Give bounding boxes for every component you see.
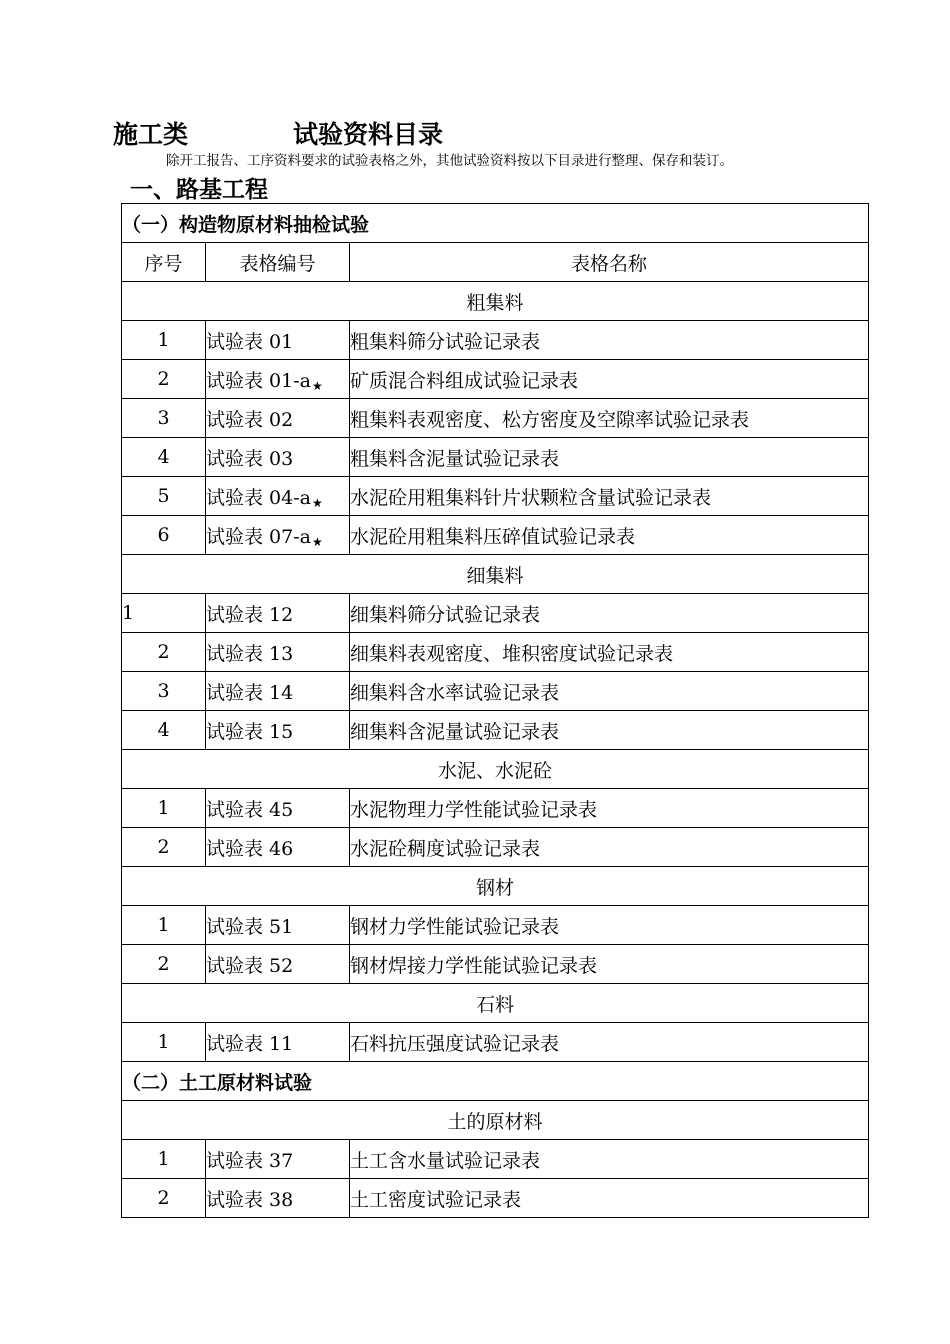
- category-row: [122, 555, 869, 594]
- row-no: 1: [122, 1140, 206, 1179]
- table-row: [122, 438, 869, 477]
- row-no: 2: [122, 1179, 206, 1218]
- row-name: 粗集料筛分试验记录表: [350, 321, 869, 360]
- section-heading: 一、路基工程: [130, 177, 268, 203]
- category-label: 细集料: [122, 555, 869, 594]
- category-row: [122, 282, 869, 321]
- row-code: 试验表 45: [206, 789, 350, 828]
- col-header-code: 表格编号: [206, 243, 350, 282]
- row-no: 1: [122, 1023, 206, 1062]
- group-row: [122, 204, 869, 243]
- row-name: 钢材焊接力学性能试验记录表: [350, 945, 869, 984]
- table-row: [122, 1140, 869, 1179]
- row-code: 试验表 51: [206, 906, 350, 945]
- row-no: 1: [122, 789, 206, 828]
- row-name: 细集料含泥量试验记录表: [350, 711, 869, 750]
- table-row: [122, 516, 869, 555]
- category-row: [122, 867, 869, 906]
- row-no: 2: [122, 828, 206, 867]
- category-row: [122, 1101, 869, 1140]
- row-name: 水泥砼用粗集料针片状颗粒含量试验记录表: [350, 477, 869, 516]
- row-no: 2: [122, 633, 206, 672]
- row-code-text: 试验表 03: [206, 447, 294, 470]
- category-label: 粗集料: [122, 282, 869, 321]
- row-code: 试验表 12: [206, 594, 350, 633]
- row-name: 水泥物理力学性能试验记录表: [350, 789, 869, 828]
- table-row: [122, 789, 869, 828]
- row-code-text: 试验表 01: [206, 330, 294, 353]
- col-header-name: 表格名称: [350, 243, 869, 282]
- title-main: 试验资料目录: [293, 120, 444, 149]
- row-name: 细集料含水率试验记录表: [350, 672, 869, 711]
- row-no: 1: [122, 906, 206, 945]
- title-category: 施工类: [113, 120, 189, 149]
- table-row: [122, 828, 869, 867]
- row-code: [206, 399, 350, 438]
- row-code: 试验表 15: [206, 711, 350, 750]
- row-no: 2: [122, 360, 206, 399]
- row-code-text: 试验表 01-a: [206, 369, 311, 392]
- row-code: 试验表 37: [206, 1140, 350, 1179]
- table-row: [122, 906, 869, 945]
- row-name: 水泥砼稠度试验记录表: [350, 828, 869, 867]
- row-code: [206, 516, 350, 555]
- row-code: 试验表 38: [206, 1179, 350, 1218]
- category-row: [122, 984, 869, 1023]
- col-header-no: 序号: [122, 243, 206, 282]
- row-code-text: 试验表 04-a: [206, 486, 311, 509]
- intro-note: 除开工报告、工序资料要求的试验表格之外，其他试验资料按以下目录进行整理、保存和装订。: [166, 153, 733, 169]
- table-row: [122, 399, 869, 438]
- row-name: 土工密度试验记录表: [350, 1179, 869, 1218]
- group-row: [122, 1062, 869, 1101]
- row-name: 细集料表观密度、堆积密度试验记录表: [350, 633, 869, 672]
- test-catalog-table: [121, 203, 869, 1218]
- row-no: 3: [122, 399, 206, 438]
- row-code: 试验表 52: [206, 945, 350, 984]
- row-no: 2: [122, 945, 206, 984]
- category-row: [122, 750, 869, 789]
- table-row: [122, 1023, 869, 1062]
- group-heading: （一）构造物原材料抽检试验: [122, 204, 869, 243]
- star-icon: ★: [311, 378, 323, 393]
- row-no: 3: [122, 672, 206, 711]
- row-code-text: 试验表 07-a: [206, 525, 311, 548]
- row-name: 细集料筛分试验记录表: [350, 594, 869, 633]
- category-label: 石料: [122, 984, 869, 1023]
- row-code: [206, 477, 350, 516]
- row-code: 试验表 14: [206, 672, 350, 711]
- row-name: 土工含水量试验记录表: [350, 1140, 869, 1179]
- category-label: 土的原材料: [122, 1101, 869, 1140]
- row-no: 1: [122, 321, 206, 360]
- category-label: 钢材: [122, 867, 869, 906]
- row-code: 试验表 46: [206, 828, 350, 867]
- row-no: 6: [122, 516, 206, 555]
- row-name: 矿质混合料组成试验记录表: [350, 360, 869, 399]
- table-row: [122, 477, 869, 516]
- row-name: 水泥砼用粗集料压碎值试验记录表: [350, 516, 869, 555]
- row-no: 5: [122, 477, 206, 516]
- star-icon: ★: [311, 495, 323, 510]
- group-heading: （二）土工原材料试验: [122, 1062, 869, 1101]
- row-no: 4: [122, 711, 206, 750]
- row-name: 石料抗压强度试验记录表: [350, 1023, 869, 1062]
- star-icon: ★: [311, 534, 323, 549]
- header-row: [122, 243, 869, 282]
- row-code: [206, 360, 350, 399]
- row-name: 粗集料表观密度、松方密度及空隙率试验记录表: [350, 399, 869, 438]
- row-name: 粗集料含泥量试验记录表: [350, 438, 869, 477]
- table-row: [122, 633, 869, 672]
- category-label: 水泥、水泥砼: [122, 750, 869, 789]
- row-code: 试验表 11: [206, 1023, 350, 1062]
- table-row: [122, 672, 869, 711]
- row-no: 1: [122, 594, 206, 633]
- row-no: 4: [122, 438, 206, 477]
- row-code-text: 试验表 02: [206, 408, 294, 431]
- row-code: 试验表 13: [206, 633, 350, 672]
- table-row: [122, 594, 869, 633]
- table-row: [122, 711, 869, 750]
- row-name: 钢材力学性能试验记录表: [350, 906, 869, 945]
- table-row: [122, 360, 869, 399]
- table-row: [122, 945, 869, 984]
- table-row: [122, 321, 869, 360]
- row-code: [206, 438, 350, 477]
- table-row: [122, 1179, 869, 1218]
- row-code: [206, 321, 350, 360]
